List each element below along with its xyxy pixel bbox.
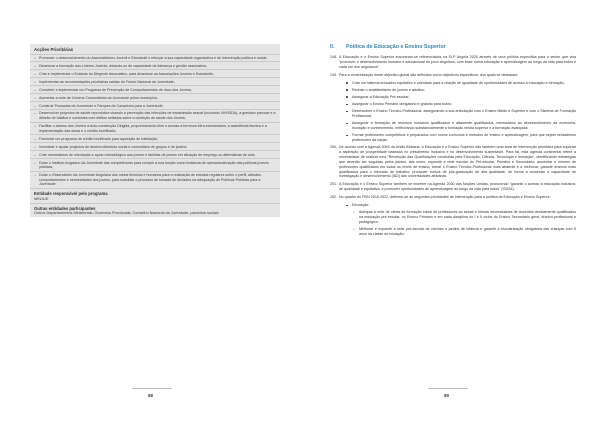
section-title: Política de Educação e Ensino Superior [346, 44, 446, 50]
action-item: – Implementar as recomendações prioritárias saídas do Fórum Nacional da Juventude; [30, 78, 280, 86]
participants-label: Outras entidades participantes [34, 205, 96, 211]
action-item: – Dotar o Instituto Angolano da Juventude das competências para cumprir a sua função como instância de operacionalização das políticas juvenis públicas; [30, 159, 280, 172]
action-item: – Facilitar o acesso dos Jovens à Auto-construção Dirigida, proporcionando-lhes o acesso a terrenos infra-estruturados, a assistência técnica e a implementação das obras e o crédito bonificado; [30, 123, 280, 136]
objective-bullet: Assegurar a Educação Pré-escolar; [330, 95, 576, 100]
responsible-value: MINJUD [30, 196, 280, 204]
paragraph-number: 251. [330, 182, 338, 187]
paragraph-text: Para a concretização deste objectivo global são definidos como objectivos específicos, dos quais se destacam: [339, 72, 519, 77]
paragraph-text: A Educação e o Ensino Superior também se inserem na Agenda 2030 das Nações Unidas, procurando "garantir o acesso à educação inclusiva, de qualidade e equitativa, e promover oportunidades de aprendizagem ao longo da vida para todos" (ODS4). [339, 182, 576, 192]
action-item: – Dinamizar a formação dos Líderes Juvenis, dotando-os de capacidade de liderança e gestão associativa; [30, 62, 280, 70]
paragraph-number: 252. [330, 195, 338, 200]
priority-bullet: Educação: [330, 203, 576, 208]
section-number: II. [330, 44, 335, 50]
paragraph-252 [330, 195, 576, 200]
page-number-left: 88 [148, 393, 154, 398]
responsible-label: Entidade responsável pelo programa [34, 191, 108, 197]
paragraph-number: 250. [330, 145, 338, 149]
objective-bullet: Desenvolver o Ensino Técnico-Profissional, assegurando a sua articulação com o Ensino Médio e Superior e com o Sistema de Formação Profissional; [330, 109, 576, 119]
priority-actions-box [30, 44, 280, 217]
action-item: – Promover o desenvolvimento do Associativismo Juvenil e Estudantil e reforçar a sua capacidade organizativa e de intervenção política e social; [30, 55, 280, 63]
action-item: – Criar e implementar o Estatuto do Dirigente Associativo, para dinamizar as Associações Juvenis e Estudantis; [30, 70, 280, 78]
action-item: – Desenvolver projectos de saúde reprodutiva visando a prevenção das infecções de transmissão sexual (incluindo VIH/SIDA), a gravidez precoce e a difusão de hábitos e costumes com efeitos nefastos sobre a condição de saúde dos Jovens; [30, 110, 280, 123]
objective-bullet: Reduzir o analfabetismo de jovens e adultos; [330, 88, 576, 93]
action-item: – Incentivar e apoiar projectos de desenvolvimento social e comunitário de grupos e de jovens; [30, 143, 280, 151]
objective-bullet: Criar um sistema educativo equitativo e orientado para a criação de igualdade de oportunidades de acesso à educação e formação; [330, 81, 576, 86]
objective-bullet: Formar professores competitivos e preparados com novos currículos e métodos de ensino e aprendizagem, para que sejam verdadeiros professores da nação. [330, 133, 576, 143]
priority-sub-item: – Melhorar e expandir a rede pré-escolar de creches e jardins de infância e garantir a escolarização obrigatória das crianças com 5 anos na classe de iniciação; [330, 227, 576, 237]
right-content [330, 44, 576, 239]
action-item: – Criar mecanismos de orientação e apoio metodológico aos jovens e famílias de jovens em situação de emprego ou alternativas de vida; [30, 151, 280, 159]
paragraph-number: 249. [330, 72, 338, 77]
paragraph-number: 248. [330, 55, 338, 59]
paragraph-250 [330, 145, 576, 179]
paragraph-248 [330, 55, 576, 70]
action-item: – Dotar o Observatório da Juventude Angolana dos meios técnicos e humanos para a realização de estudos regulares sobre o perfil, atitudes, comportamentos e necessidades dos jovens, para subsidiar o processo de tomada de decisões na adequação de Políticas Públicas para a Juventude. [30, 172, 280, 189]
priority-sub-item: – Adequar a rede de oferta de formação inicial de professores ao actual e futuras necessidades de docentes devidamente qualificados na educação pré-escolar, no Ensino Primário e em cada disciplina do I e II ciclos do Ensino Secundário geral, técnico-profissional e pedagógico; [330, 210, 576, 225]
objective-bullet: Assegurar o Ensino Primário obrigatório e gratuito para todos; [330, 102, 576, 107]
paragraph-text: No quadro do PDN 2018-2022, definem-se as seguintes prioridades de intervenção para a política de Educação e Ensino Superior: [339, 195, 551, 200]
paragraph-249 [330, 73, 576, 78]
action-item: – Aumentar a rede de Centros Comunitários da Juventude pelos municípios; [30, 94, 280, 102]
action-item: – Construir Pousadas da Juventude e Parques de Campismo para a Juventude; [30, 102, 280, 110]
page-number-rule [132, 388, 172, 389]
action-item: – Fomentar um programa de crédito bonificado para aquisição de habitação; [30, 135, 280, 143]
box-title: Acções Prioritárias [30, 44, 280, 55]
paragraph-text: De acordo com a Agenda 2063 da União Africana, a Educação e o Ensino Superior são também uma área de intervenção prioritária para suportar a aspiração de prosperidade baseada no crescimento inclusivo e no desenvolvimento sustentável. Para tal, esta agenda continental refere a necessidade de realizar uma "Revolução das Qualificações conduzida pela Educação, Ciência, Tecnologia e Inovação", identificando estratégias que deverão ser seguidas pelos países, tais como: expandir a rede escolar do Pré-escolar, Primário e Secundário; aumentar o número de professores qualificados em todos os níveis de ensino; tornar o Ensino Técnico-Profissional mais atraente e a melhorar; garantir ensinos mais qualificados para o mercado de trabalho; promover cursos de pós-graduação de alta qualidade, de forma a aumentar a capacidade de investigação e desenvolvimento (I&D) das universidades africanas. [339, 145, 576, 179]
right-page [300, 0, 600, 424]
paragraph-text: A Educação e o Ensino Superior encontram-se referenciados na ELP Angola 2025 através de uma política específica para o sector que visa "promover o desenvolvimento humano e educacional do povo angolano, com base numa educação e aprendizagem ao longo da vida para todos e cada um dos angolanos". [339, 55, 576, 69]
objective-bullet: Assegurar a formação de recursos humanos qualificados e altamente qualificados, necessários ao desenvolvimento da economia, inovação e conhecimento, melhorando substancialmente a formação média superior e a formação avançada; [330, 121, 576, 131]
action-item: – Conceber e implementar um Programa de Prevenção de Comportamentos de risco dos Jovens; [30, 86, 280, 94]
page-number-rule [428, 388, 468, 389]
section-heading [330, 44, 576, 50]
participants-value: Outros Departamentos Ministeriais, Governos Provinciais, Conselho Nacional da Juventude, parceiros sociais [34, 211, 219, 216]
page-number-right: 89 [444, 393, 450, 398]
paragraph-251 [330, 182, 576, 192]
